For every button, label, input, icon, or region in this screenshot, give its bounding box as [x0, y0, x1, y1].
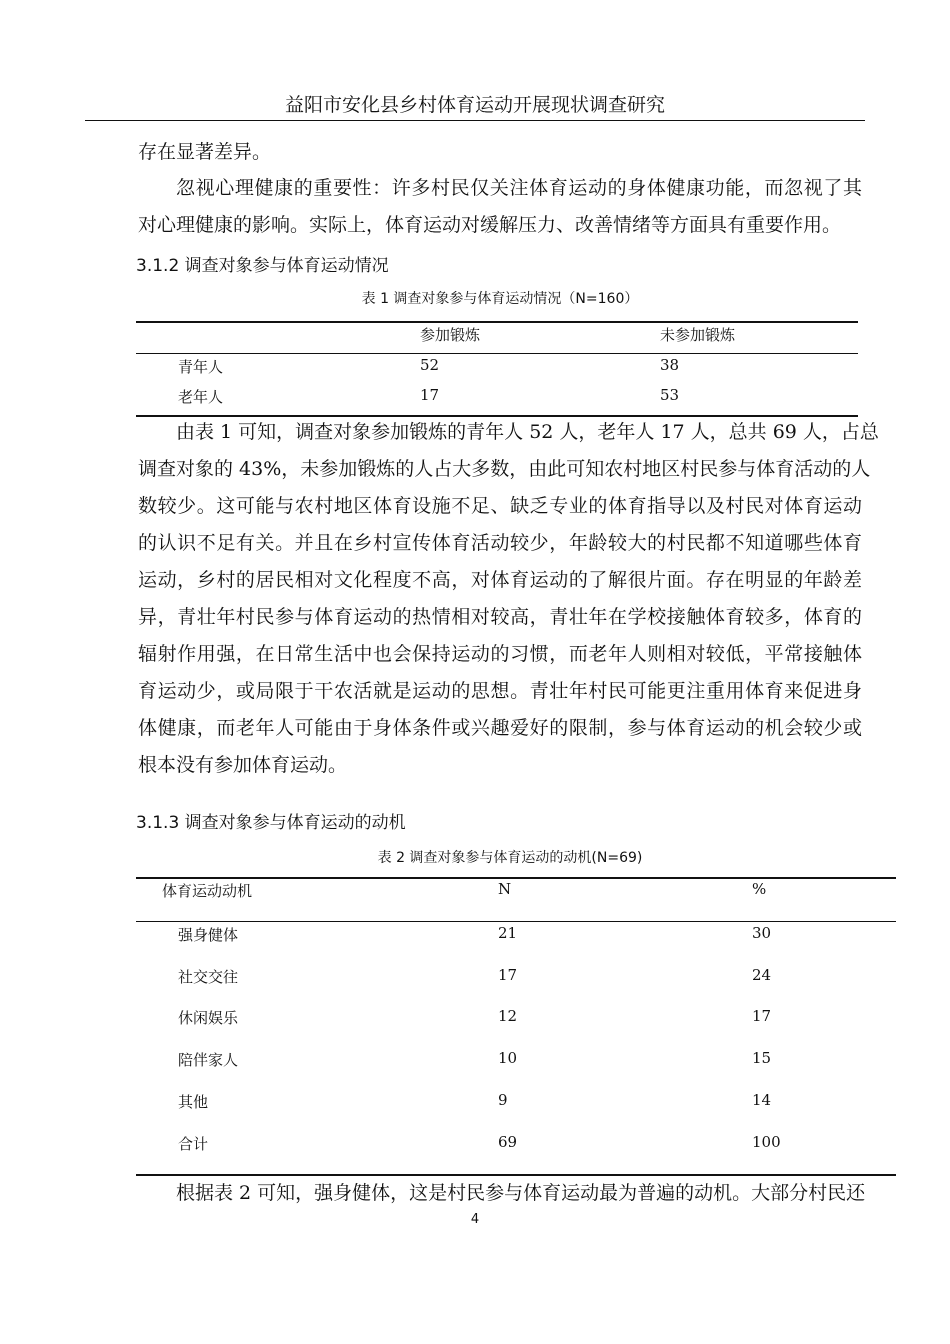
paragraph-line: 忽视心理健康的重要性：许多村民仅关注体育运动的身体健康功能，而忽视了其 [176, 177, 862, 199]
column-header: % [752, 880, 767, 898]
table-cell: 17 [498, 966, 518, 984]
table-cell: 24 [752, 966, 772, 984]
table-caption: 表 2 调查对象参与体育运动的动机(N=69) [377, 850, 643, 866]
paragraph-line: 由表 1 可知，调查对象参加锻炼的青年人 52 人，老年人 17 人，总共 69 人，占总 [176, 421, 879, 443]
table-rule [136, 1174, 896, 1176]
paragraph-line: 异，青壮年村民参与体育运动的热情相对较高，青壮年在学校接触体育较多，体育的 [138, 606, 862, 628]
table-cell: 69 [498, 1133, 518, 1151]
table-cell: 17 [420, 386, 440, 404]
table-cell: 社交交往 [178, 968, 239, 986]
table-cell: 30 [752, 924, 772, 942]
page-number: 4 [470, 1212, 480, 1227]
paragraph-line: 育运动少，或局限于干农活就是运动的思想。青壮年村民可能更注重用体育来促进身 [138, 680, 862, 702]
table-cell: 9 [498, 1091, 508, 1109]
section-heading: 3.1.3 调查对象参与体育运动的动机 [136, 813, 406, 833]
paragraph-line: 的认识不足有关。并且在乡村宣传体育活动较少，年龄较大的村民都不知道哪些体育 [138, 532, 862, 554]
paragraph-line: 对心理健康的影响。实际上，体育运动对缓解压力、改善情绪等方面具有重要作用。 [138, 214, 842, 236]
paragraph-line: 体健康，而老年人可能由于身体条件或兴趣爱好的限制，参与体育运动的机会较少或 [138, 717, 862, 739]
section-heading: 3.1.2 调查对象参与体育运动情况 [136, 256, 389, 276]
table-cell: 38 [660, 356, 680, 374]
paragraph-line: 根据表 2 可知，强身健体，这是村民参与体育运动最为普遍的动机。大部分村民还 [176, 1182, 866, 1204]
paragraph-line: 根本没有参加体育运动。 [138, 754, 348, 776]
table-rule [136, 877, 896, 879]
table-cell: 17 [752, 1007, 772, 1025]
running-header: 益阳市安化县乡村体育运动开展现状调查研究 [284, 94, 665, 116]
table-cell: 青年人 [178, 358, 224, 376]
table-cell: 100 [752, 1133, 781, 1151]
table-cell: 12 [498, 1007, 518, 1025]
table-cell: 21 [498, 924, 518, 942]
column-header: 未参加锻炼 [660, 326, 736, 344]
table-cell: 其他 [178, 1093, 209, 1111]
column-header: 参加锻炼 [420, 326, 481, 344]
table-cell: 10 [498, 1049, 518, 1067]
table-cell: 14 [752, 1091, 772, 1109]
paragraph-line: 运动，乡村的居民相对文化程度不高，对体育运动的了解很片面。存在明显的年龄差 [138, 569, 862, 591]
column-header: 体育运动动机 [162, 882, 253, 900]
table-cell: 强身健体 [178, 926, 239, 944]
paragraph-line: 辐射作用强，在日常生活中也会保持运动的习惯，而老年人则相对较低，平常接触体 [138, 643, 862, 665]
header-rule [85, 120, 865, 121]
table-cell: 休闲娱乐 [178, 1009, 239, 1027]
table-rule [136, 353, 858, 354]
table-cell: 合计 [178, 1135, 209, 1153]
table-rule [136, 415, 858, 417]
table-cell: 53 [660, 386, 680, 404]
table-cell: 陪伴家人 [178, 1051, 239, 1069]
paragraph-line: 存在显著差异。 [138, 141, 272, 163]
paragraph-line: 调查对象的 43%，未参加锻炼的人占大多数，由此可知农村地区村民参与体育活动的人 [138, 458, 871, 480]
table-cell: 老年人 [178, 388, 224, 406]
table-rule [136, 321, 858, 323]
column-header: N [498, 880, 512, 898]
table-caption: 表 1 调查对象参与体育运动情况（N=160） [361, 291, 639, 307]
paragraph-line: 数较少。这可能与农村地区体育设施不足、缺乏专业的体育指导以及村民对体育运动 [138, 495, 862, 517]
table-rule [136, 921, 896, 922]
table-cell: 15 [752, 1049, 772, 1067]
table-cell: 52 [420, 356, 440, 374]
